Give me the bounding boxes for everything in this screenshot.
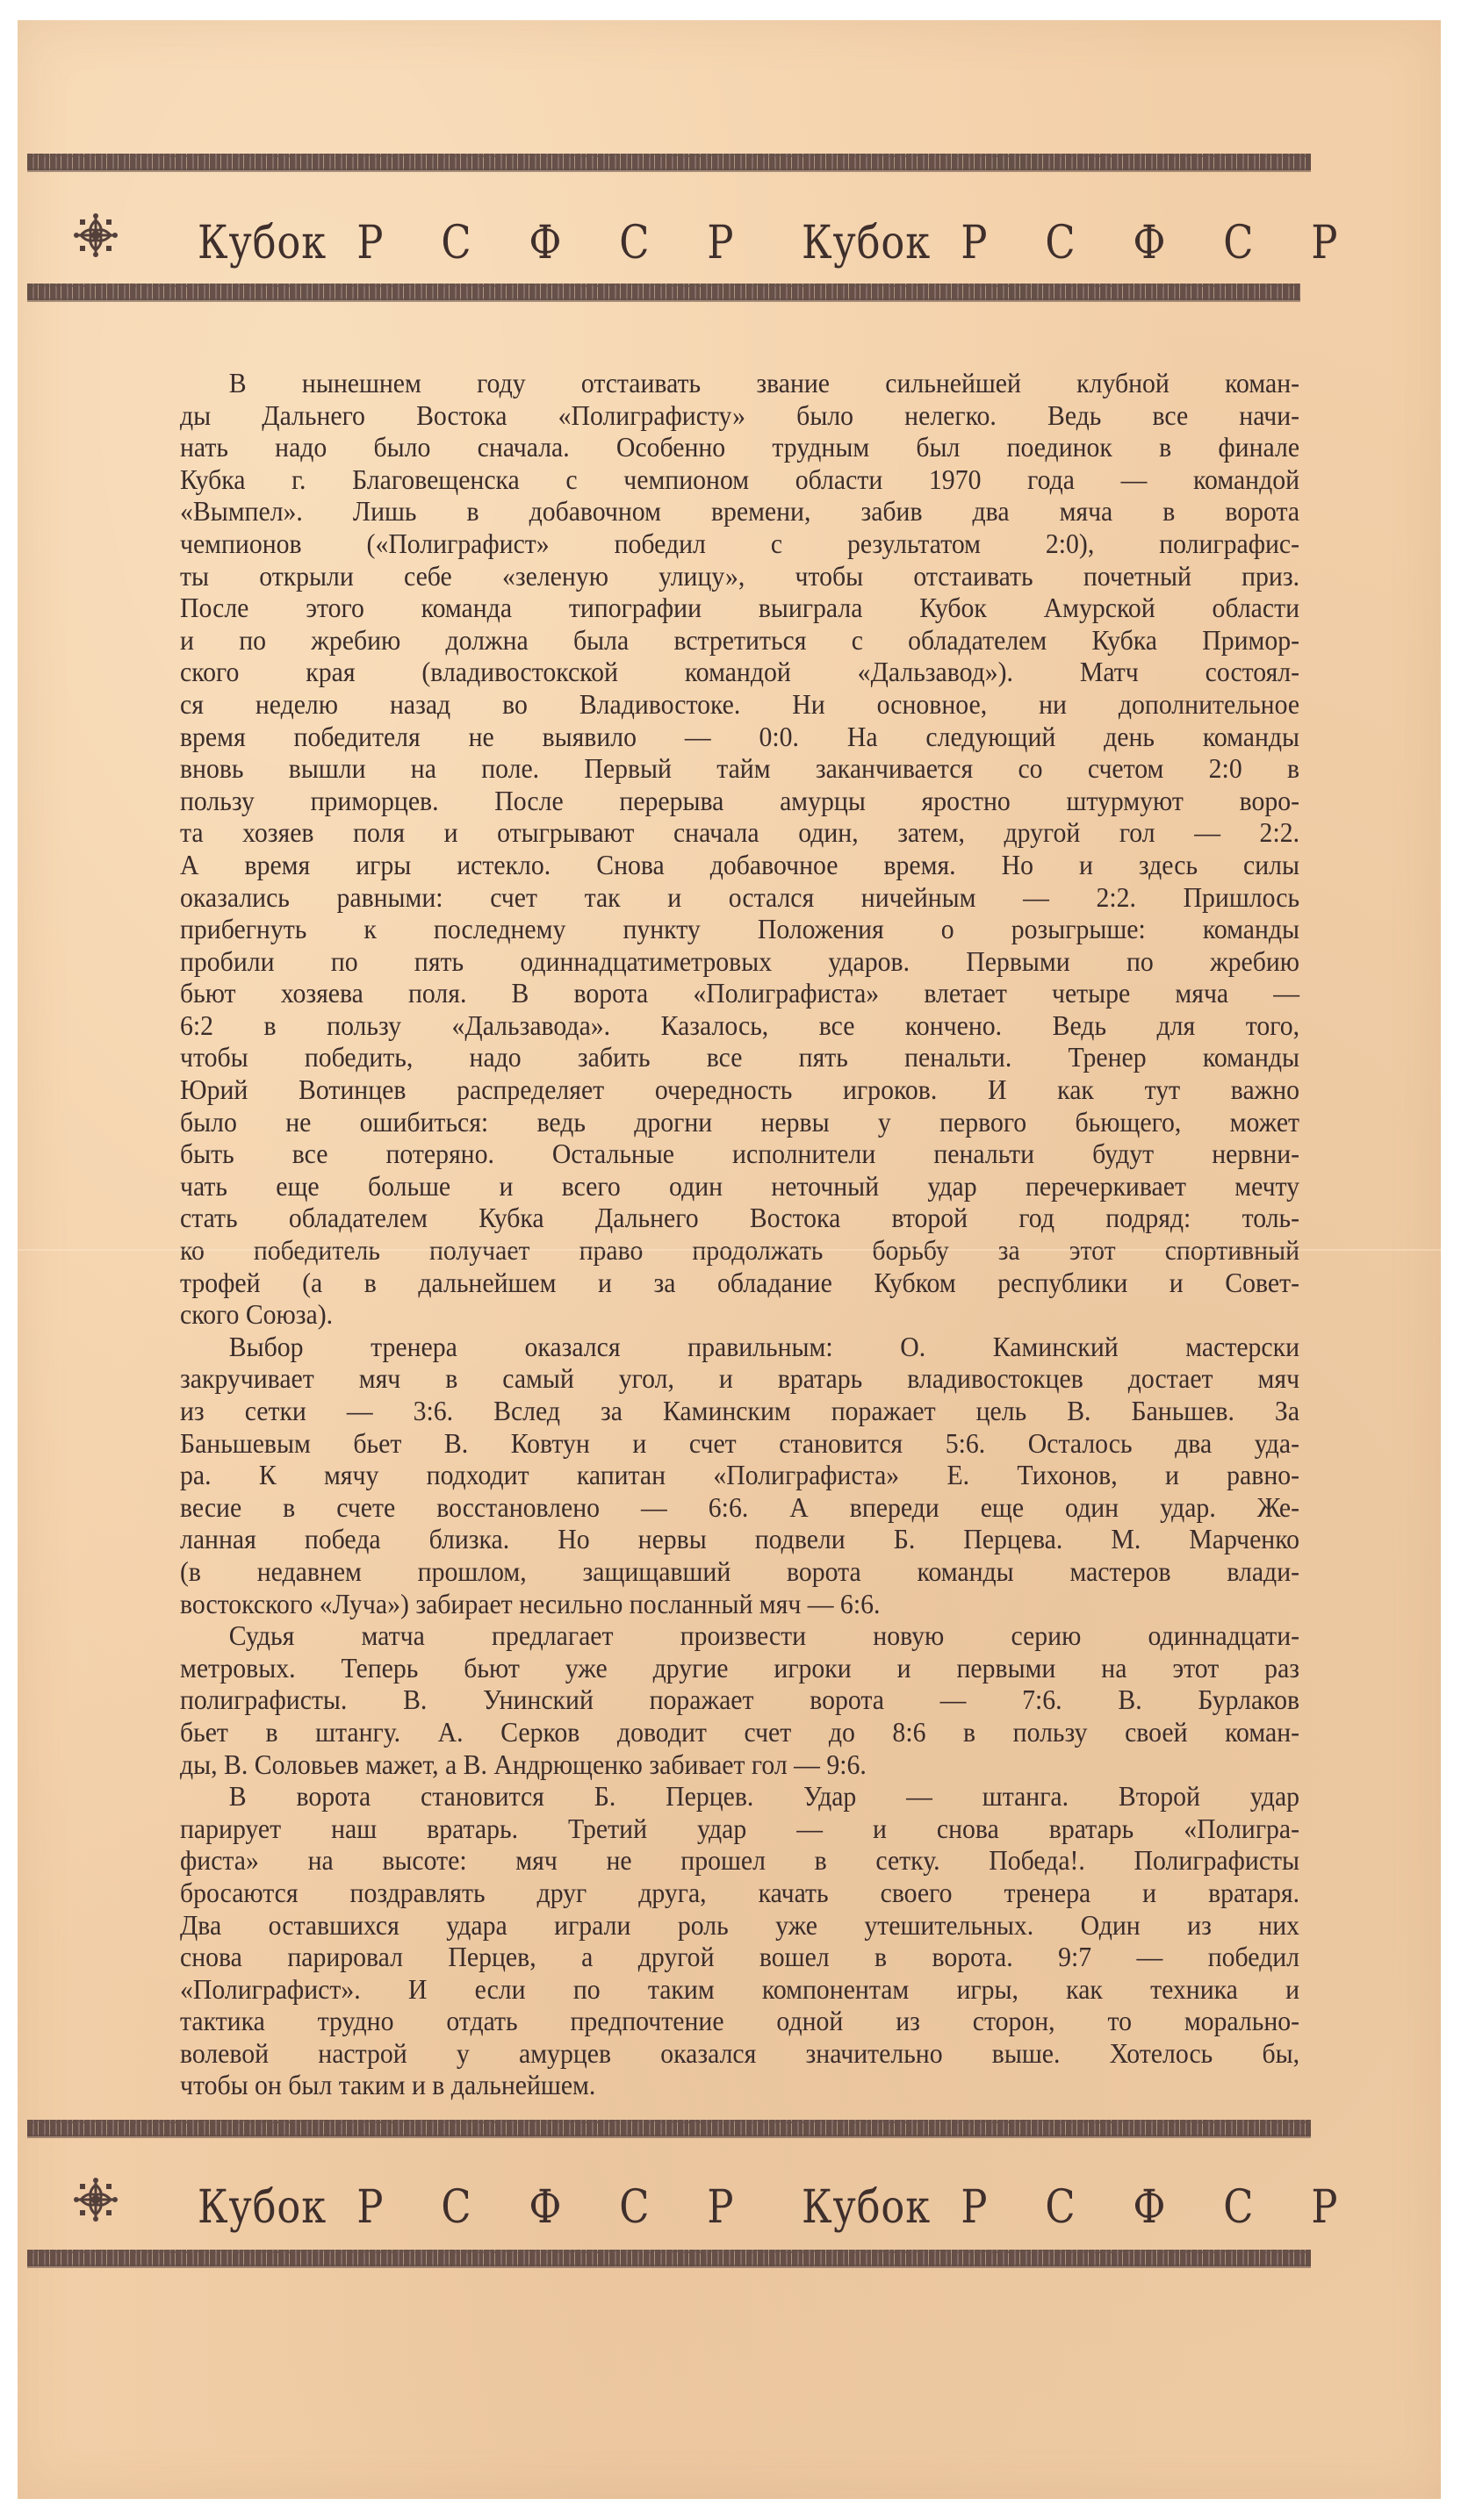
text-line: метровых. Теперь бьют уже другие игроки и первыми на этот раз xyxy=(180,1651,1300,1684)
text-line: востокского «Луча») забирает несильно посланный мяч — 6:6. xyxy=(180,1587,881,1619)
text-line: Кубка г. Благовещенска с чемпионом области 1970 года — командой xyxy=(180,463,1300,495)
text-line: было не ошибиться: ведь дрогни нервы у первого бьющего, может xyxy=(180,1105,1300,1138)
text-line: чтобы он был таким и в дальнейшем. xyxy=(180,2069,596,2101)
text-line: чать еще больше и всего один неточный удар перечеркивает мечту xyxy=(180,1169,1300,1202)
banner-word: Кубок xyxy=(198,217,327,269)
text-line: чемпионов («Полиграфист» победил с результатом 2:0), полиграфис- xyxy=(180,527,1300,559)
text-line: пробили по пять одиннадцатиметровых ударов. Первыми по жребию xyxy=(180,944,1300,977)
text-line: вновь вышли на поле. Первый тайм заканчивается со счетом 2:0 в xyxy=(180,752,1300,785)
banner-word: Кубок xyxy=(802,2181,932,2234)
text-line: «Вымпел». Лишь в добавочном времени, забив два мяча в ворота xyxy=(180,495,1300,528)
text-line: снова парировал Перцев, а другой вошел в ворота. 9:7 — победил xyxy=(180,1941,1300,1973)
top-decorative-border-lower xyxy=(27,284,1300,300)
text-line: ра. К мячу подходит капитан «Полиграфиста» Е. Тихонов, и равно- xyxy=(180,1459,1300,1491)
text-line: Выбор тренера оказался правильным: О. Каминский мастерски xyxy=(228,1330,1300,1362)
text-line: быть все потеряно. Остальные исполнители пенальти будут нервни- xyxy=(180,1138,1300,1170)
snowflake-ornament-icon xyxy=(72,2176,119,2223)
banner-title-left xyxy=(198,2181,756,2234)
text-line: трофей (а в дальнейшем и за обладание Кубком республики и Совет- xyxy=(180,1266,1300,1298)
paragraph-2 xyxy=(180,1331,1299,1619)
text-line: чтобы победить, надо забить все пять пенальти. Тренер команды xyxy=(180,1041,1300,1073)
text-line: После этого команда типографии выиграла Кубок Амурской области xyxy=(180,592,1300,624)
banner-letters: Р С Ф С Р xyxy=(356,217,757,269)
text-line: оказались равными: счет так и остался ничейным — 2:2. Пришлось xyxy=(180,880,1300,913)
paragraph-3 xyxy=(180,1619,1299,1780)
footer-banner xyxy=(18,2160,1441,2257)
text-line: та хозяев поля и отыгрывают сначала один, затем, другой гол — 2:2. xyxy=(180,816,1300,849)
text-line: В ворота становится Б. Перцев. Удар — штанга. Второй удар xyxy=(228,1780,1300,1813)
text-line: ды, В. Соловьев мажет, а В. Андрющенко забивает гол — 9:6. xyxy=(180,1748,867,1780)
text-line: ды Дальнего Востока «Полиграфисту» было нелегко. Ведь все начи- xyxy=(180,398,1300,431)
text-line: волевой настрой у амурцев оказался значительно выше. Хотелось бы, xyxy=(180,2036,1300,2069)
top-decorative-border-upper xyxy=(27,154,1311,170)
text-line: ко победитель получает право продолжать борьбу за этот спортивный xyxy=(180,1234,1300,1267)
text-line: (в недавнем прошлом, защищавший ворота команды мастеров влади- xyxy=(180,1554,1300,1587)
text-line: ского края (владивостокской командой «Дальзавод»). Матч состоял- xyxy=(180,656,1300,688)
text-line: прибегнуть к последнему пункту Положения о розыгрыше: команды xyxy=(180,913,1300,945)
text-line: пользу приморцев. После перерыва амурцы яростно штурмуют воро- xyxy=(180,784,1300,816)
text-line: Юрий Вотинцев распределяет очередность игроков. И как тут важно xyxy=(180,1073,1300,1106)
text-line: парирует наш вратарь. Третий удар — и снова вратарь «Полигра- xyxy=(180,1812,1300,1844)
bottom-decorative-border-lower xyxy=(27,2250,1311,2266)
paper-fold-crease xyxy=(18,1249,1441,1251)
text-line: ланная победа близка. Но нервы подвели Б. Перцева. М. Марченко xyxy=(180,1523,1300,1555)
text-line: Судья матча предлагает произвести новую серию одиннадцати- xyxy=(228,1619,1300,1652)
header-banner xyxy=(18,196,1441,292)
banner-letters: Р С Ф С Р xyxy=(961,2181,1361,2234)
text-line: А время игры истекло. Снова добавочное время. Но и здесь силы xyxy=(180,848,1300,880)
bottom-decorative-border-upper xyxy=(27,2120,1311,2136)
article-body xyxy=(180,367,1299,2101)
banner-title-right xyxy=(802,2181,1360,2234)
text-line: В нынешнем году отстаивать звание сильнейшей клубной коман- xyxy=(228,367,1300,398)
scanned-page xyxy=(18,20,1441,2499)
text-line: ты открыли себе «зеленую улицу», чтобы отстаивать почетный приз. xyxy=(180,559,1300,592)
banner-title-left xyxy=(198,217,756,269)
text-line: бьют хозяева поля. В ворота «Полиграфиста» влетает четыре мяча — xyxy=(180,977,1300,1009)
snowflake-ornament-icon xyxy=(72,212,119,259)
banner-word: Кубок xyxy=(802,217,932,269)
text-line: из сетки — 3:6. Вслед за Каминским поражает цель В. Баньшев. За xyxy=(180,1395,1300,1426)
banner-letters: Р С Ф С Р xyxy=(961,217,1361,269)
text-line: время победителя не выявило — 0:0. На следующий день команды xyxy=(180,720,1300,752)
text-line: ского Союза). xyxy=(180,1298,334,1331)
text-line: «Полиграфист». И если по таким компонентам игры, как техника и xyxy=(180,1972,1300,2005)
banner-letters: Р С Ф С Р xyxy=(356,2181,757,2234)
text-line: бросаются поздравлять друг друга, качать своего тренера и вратаря. xyxy=(180,1876,1300,1908)
text-line: Баньшевым бьет В. Ковтун и счет становится 5:6. Осталось два уда- xyxy=(180,1426,1300,1459)
text-line: и по жребию должна была встретиться с обладателем Кубка Примор- xyxy=(180,623,1300,656)
text-line: Два оставшихся удара играли роль уже утешительных. Один из них xyxy=(180,1908,1300,1941)
banner-title-right xyxy=(802,217,1360,269)
text-line: стать обладателем Кубка Дальнего Востока второй год подряд: толь- xyxy=(180,1202,1300,1234)
text-line: 6:2 в пользу «Дальзавода». Казалось, все кончено. Ведь для того, xyxy=(180,1009,1300,1041)
text-line: весие в счете восстановлено — 6:6. А впереди еще один удар. Же- xyxy=(180,1490,1300,1523)
paragraph-4 xyxy=(180,1780,1299,2101)
text-line: тактика трудно отдать предпочтение одной из сторон, то морально- xyxy=(180,2005,1300,2037)
text-line: фиста» на высоте: мяч не прошел в сетку. Победа!. Полиграфисты xyxy=(180,1844,1300,1877)
text-line: бьет в штангу. А. Серков доводит счет до 8:6 в пользу своей коман- xyxy=(180,1715,1300,1748)
text-line: полиграфисты. В. Унинский поражает ворота — 7:6. В. Бурлаков xyxy=(180,1684,1300,1716)
banner-word: Кубок xyxy=(198,2181,327,2234)
text-line: ся неделю назад во Владивостоке. Ни основное, ни дополнительное xyxy=(180,687,1300,720)
text-line: нать надо было сначала. Особенно трудным был поединок в финале xyxy=(180,431,1300,463)
paragraph-1 xyxy=(180,367,1299,1331)
text-line: закручивает мяч в самый угол, и вратарь владивостокцев достает мяч xyxy=(180,1362,1300,1395)
